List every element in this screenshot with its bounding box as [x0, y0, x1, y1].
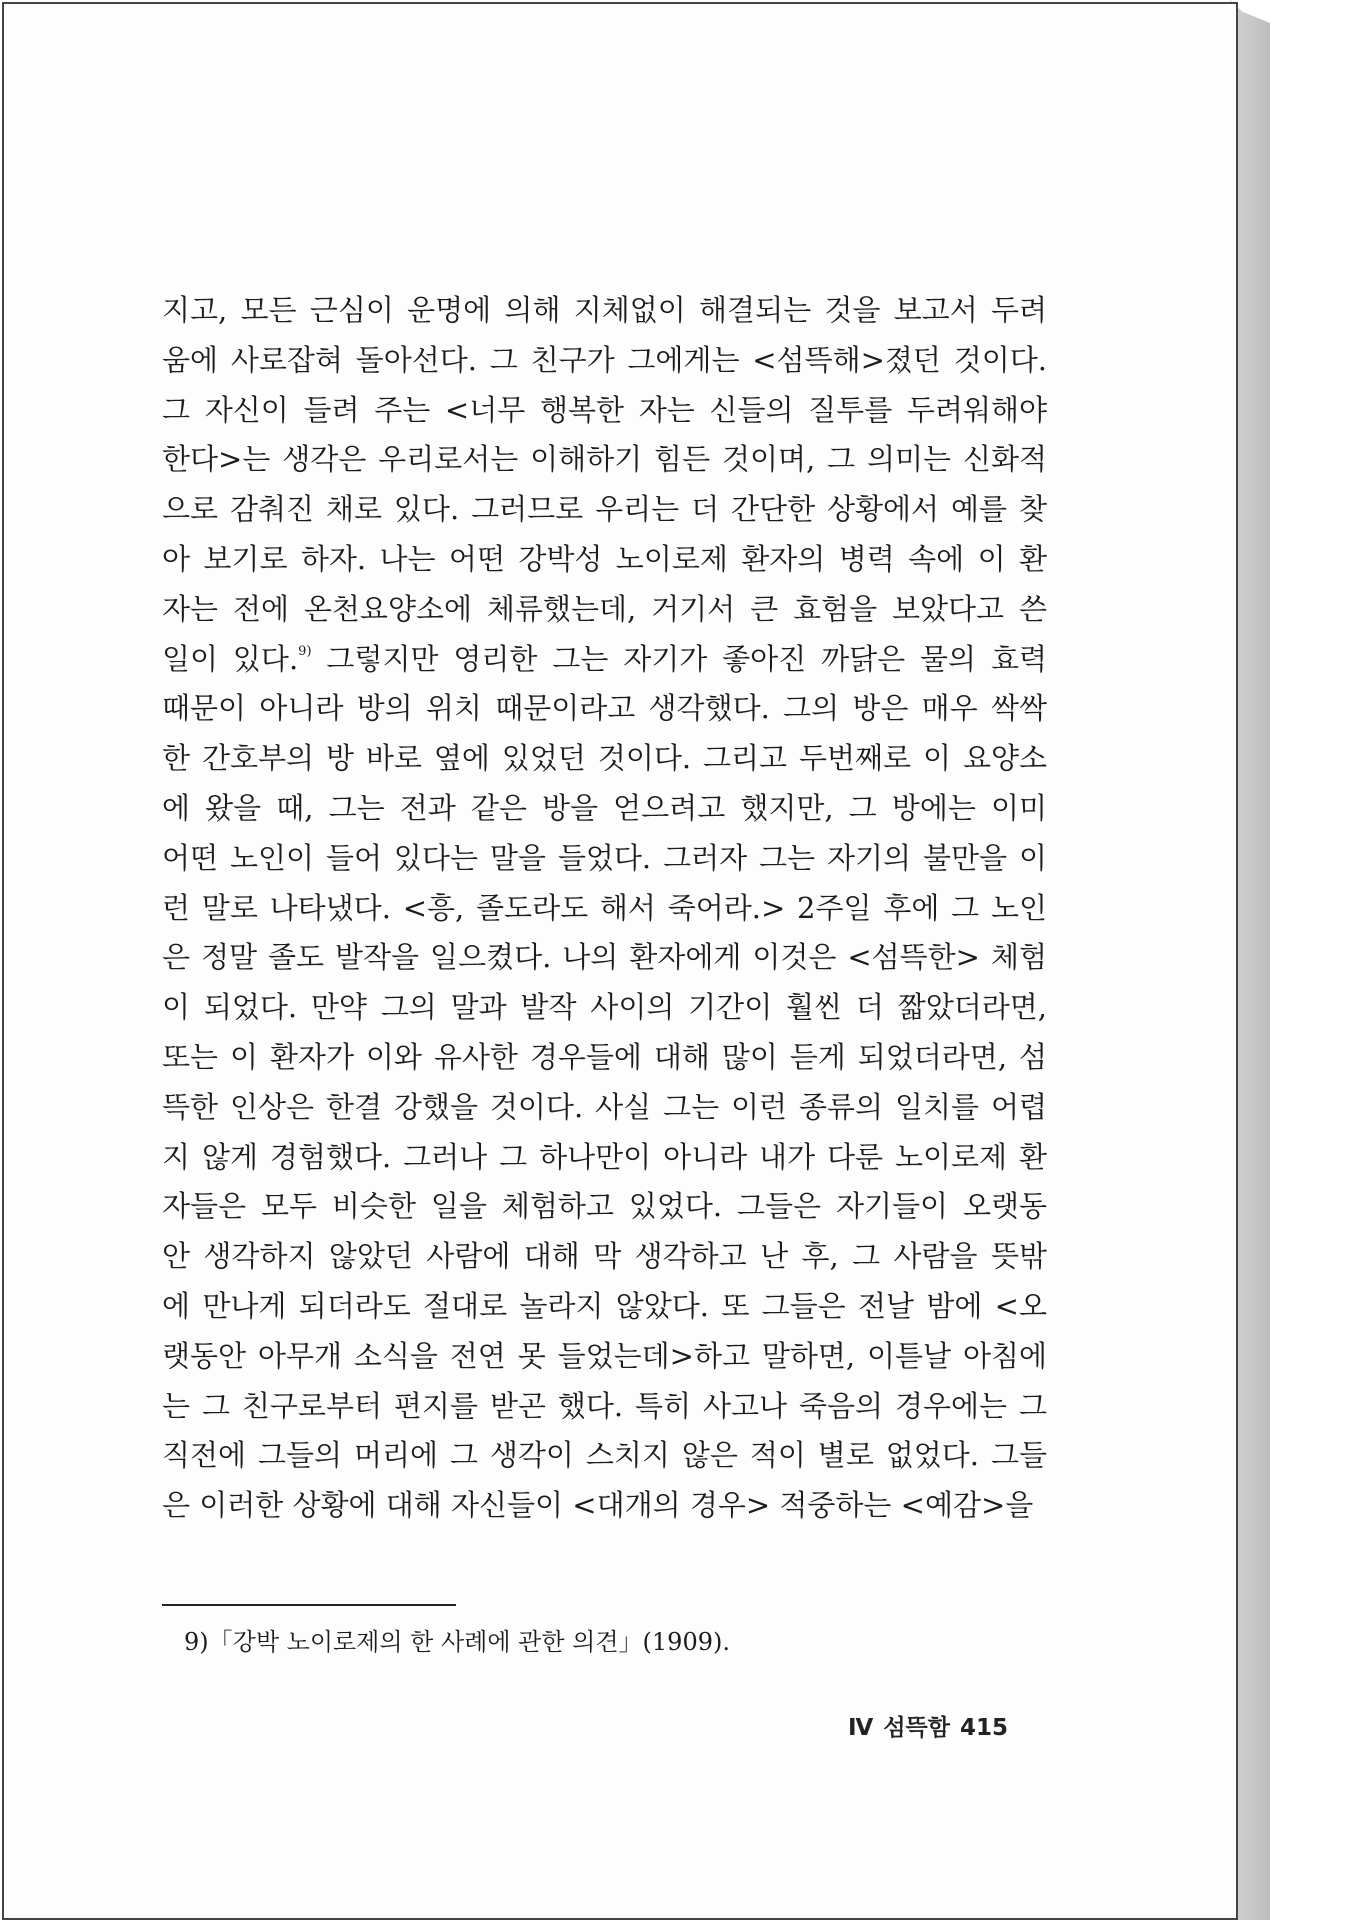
text-line: 한다>는 생각은 우리로서는 이해하기 힘든 것이며, 그 의미는 신화적 [162, 442, 1047, 477]
text-line: 움에 사로잡혀 돌아선다. 그 친구가 그에게는 <섬뜩해>졌던 것이다. [162, 342, 1047, 377]
text-line: 에 왔을 때, 그는 전과 같은 방을 얻으려고 했지만, 그 방에는 이미 [162, 790, 1047, 825]
text-line: 자는 전에 온천요양소에 체류했는데, 거기서 큰 효험을 보았다고 쓴 [162, 591, 1047, 626]
text-line: 는 그 친구로부터 편지를 받곤 했다. 특히 사고나 죽음의 경우에는 그 [162, 1388, 1047, 1423]
text-line: 뜩한 인상은 한결 강했을 것이다. 사실 그는 이런 종류의 일치를 어렵 [162, 1089, 1047, 1124]
text-line: 으로 감춰진 채로 있다. 그러므로 우리는 더 간단한 상황에서 예를 찾 [162, 492, 1047, 527]
text-line: 어떤 노인이 들어 있다는 말을 들었다. 그러자 그는 자기의 불만을 이 [162, 840, 1047, 875]
text-line: 은 이러한 상황에 대해 자신들이 <대개의 경우> 적중하는 <예감>을 [162, 1488, 1034, 1523]
text-line: 이 되었다. 만약 그의 말과 발작 사이의 기간이 훨씬 더 짧았더라면, [162, 990, 1047, 1025]
text-line: 지고, 모든 근심이 운명에 의해 지체없이 해결되는 것을 보고서 두려 [162, 293, 1047, 327]
footnote: 9)「강박 노이로제의 한 사례에 관한 의견」(1909). [184, 1628, 730, 1656]
text-line: 자들은 모두 비슷한 일을 체험하고 있었다. 그들은 자기들이 오랫동 [162, 1189, 1047, 1224]
running-footer [848, 1709, 1008, 1742]
text-line: 또는 이 환자가 이와 유사한 경우들에 대해 많이 듣게 되었더라면, 섬 [162, 1039, 1047, 1074]
chapter-title: 섬뜩함 [883, 1715, 950, 1741]
text-line: 그 자신이 들려 주는 <너무 행복한 자는 신들의 질투를 두려워해야 [162, 392, 1047, 427]
text-line: 한 간호부의 방 바로 옆에 있었던 것이다. 그리고 두번째로 이 요양소 [162, 741, 1047, 776]
page-number: 415 [959, 1715, 1008, 1741]
footnote-divider [162, 1604, 456, 1606]
text-line: 안 생각하지 않았던 사람에 대해 막 생각하고 난 후, 그 사람을 뜻밖 [162, 1239, 1047, 1274]
text-line: 랫동안 아무개 소식을 전연 못 들었는데>하고 말하면, 이튿날 아침에 [162, 1338, 1047, 1373]
footnote-marker[interactable]: 9) [298, 643, 312, 659]
text-line: 런 말로 나타냈다. <흥, 졸도라도 해서 죽어라.> 2주일 후에 그 노인 [162, 890, 1047, 925]
body-text [162, 286, 1047, 1531]
chapter-number: Ⅳ [848, 1715, 874, 1741]
text-line: 에 만나게 되더라도 절대로 놀라지 않았다. 또 그들은 전날 밤에 <오 [162, 1288, 1047, 1323]
text-line: 지 않게 경험했다. 그러나 그 하나만이 아니라 내가 다룬 노이로제 환 [162, 1139, 1047, 1174]
text-segment: 그렇지만 영리한 그는 자기가 좋아진 까닭은 물의 효력 [311, 641, 1047, 676]
text-segment: 일이 있다. [162, 641, 299, 676]
book-page [2, 2, 1238, 1920]
text-line: 은 정말 졸도 발작을 일으켰다. 나의 환자에게 이것은 <섬뜩한> 체험 [162, 940, 1047, 975]
text-line: 때문이 아니라 방의 위치 때문이라고 생각했다. 그의 방은 매우 싹싹 [162, 691, 1047, 726]
text-line: 직전에 그들의 머리에 그 생각이 스치지 않은 적이 별로 없었다. 그들 [162, 1438, 1047, 1473]
text-line-with-footnote [162, 635, 1047, 685]
text-line: 아 보기로 하자. 나는 어떤 강박성 노이로제 환자의 병력 속에 이 환 [162, 541, 1047, 576]
